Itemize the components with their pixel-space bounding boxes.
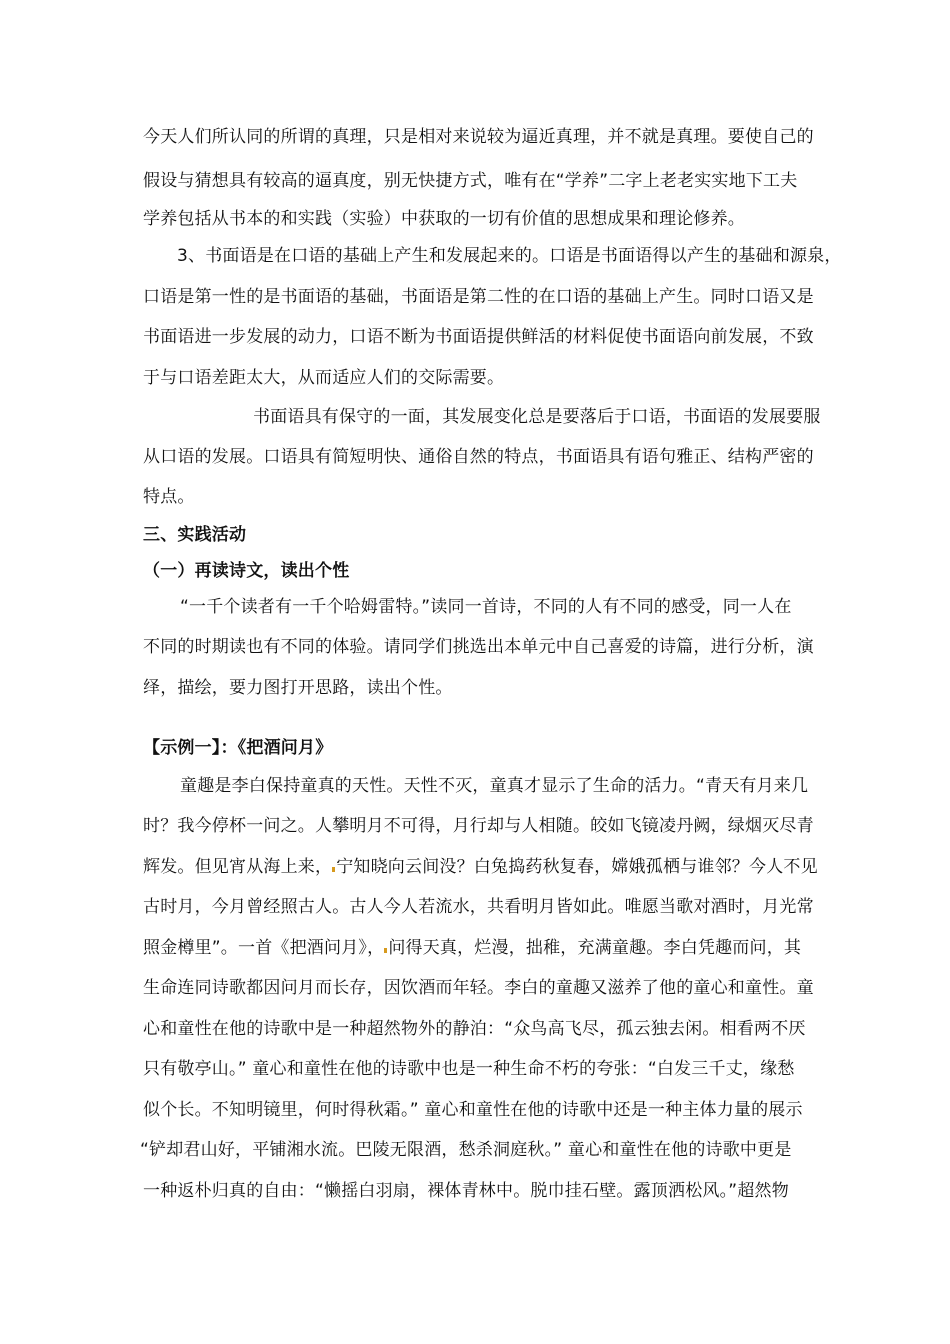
paragraph-line: 绎，描绘，要力图打开思路，读出个性。 (143, 678, 453, 698)
paragraph-line: “一千个读者有一千个哈姆雷特。”读同一首诗，不同的人有不同的感受，同一人在 (180, 597, 792, 617)
paragraph-line: 学养包括从书本的和实践（实验）中获取的一切有价值的思想成果和理论修养。 (143, 209, 745, 229)
paragraph-line: 从口语的发展。口语具有简短明快、通俗自然的特点，书面语具有语句雅正、结构严密的 (143, 447, 814, 467)
paragraph-line: 口语是第一性的是书面语的基础，书面语是第二性的在口语的基础上产生。同时口语又是 (143, 287, 814, 307)
paragraph-line: 一种返朴归真的自由：“懒摇白羽扇，裸体青林中。脱巾挂石壁。露顶洒松风。”超然物 (143, 1181, 789, 1201)
text-segment: 问得天真，烂漫，拙稚，充满童趣。李白凭趣而问，其 (388, 938, 802, 958)
subsection-heading: （一）再读诗文，读出个性 (143, 561, 350, 581)
paragraph-line: 不同的时期读也有不同的体验。请同学们挑选出本单元中自己喜爱的诗篇，进行分析，演 (143, 637, 814, 657)
highlight-marker (332, 867, 335, 872)
paragraph-line: 书面语进一步发展的动力，口语不断为书面语提供鲜活的材料促使书面语向前发展，不致 (143, 327, 814, 347)
paragraph-line: 时？我今停杯一问之。人攀明月不可得，月行却与人相随。皎如飞镜凌丹阙，绿烟灭尽青 (143, 816, 814, 836)
paragraph-line: 今天人们所认同的所谓的真理，只是相对来说较为逼近真理，并不就是真理。要使自己的 (143, 127, 814, 147)
paragraph-line: 3、书面语是在口语的基础上产生和发展起来的。口语是书面语得以产生的基础和源泉， (177, 246, 842, 266)
paragraph-line (143, 856, 818, 878)
highlight-marker (384, 948, 387, 953)
paragraph-line: 似个长。不知明镜里，何时得秋霜。” 童心和童性在他的诗歌中还是一种主体力量的展示 (143, 1100, 803, 1120)
text-segment: 照金樽里”。一首《把酒问月》， (143, 938, 385, 958)
text-segment: 宁知晓向云间没？白兔捣药秋复春，嫦娥孤栖与谁邻？今人不见 (336, 857, 818, 877)
paragraph-line (143, 937, 801, 959)
paragraph-line: 古时月，今月曾经照古人。古人今人若流水，共看明月皆如此。唯愿当歌对酒时，月光常 (143, 897, 814, 917)
section-heading: 三、实践活动 (143, 525, 247, 545)
paragraph-line: 心和童性在他的诗歌中是一种超然物外的静泊：“众鸟高飞尽，孤云独去闲。相看两不厌 (143, 1019, 806, 1039)
paragraph-line: 书面语具有保守的一面，其发展变化总是要落后于口语，书面语的发展要服 (253, 407, 821, 427)
paragraph-line: 特点。 (143, 487, 195, 507)
text-segment: 辉发。但见宵从海上来， (143, 857, 333, 877)
paragraph-line: 只有敬亭山。” 童心和童性在他的诗歌中也是一种生命不朽的夸张：“白发三千丈，缘愁 (143, 1059, 795, 1079)
paragraph-line: 于与口语差距太大，从而适应人们的交际需要。 (143, 368, 505, 388)
paragraph-line: 童趣是李白保持童真的天性。天性不灭，童真才显示了生命的活力。“青天有月来几 (180, 776, 809, 796)
paragraph-line: 假设与猜想具有较高的逼真度，别无快捷方式，唯有在“学养”二字上老老实实地下工夫 (143, 171, 798, 191)
example-heading: 【示例一】：《把酒问月》 (143, 738, 333, 758)
paragraph-line: “铲却君山好，平铺湘水流。巴陵无限酒，愁杀洞庭秋。” 童心和童性在他的诗歌中更是 (140, 1140, 792, 1160)
paragraph-line: 生命连同诗歌都因问月而长存，因饮酒而年轻。李白的童趣又滋养了他的童心和童性。童 (143, 978, 814, 998)
